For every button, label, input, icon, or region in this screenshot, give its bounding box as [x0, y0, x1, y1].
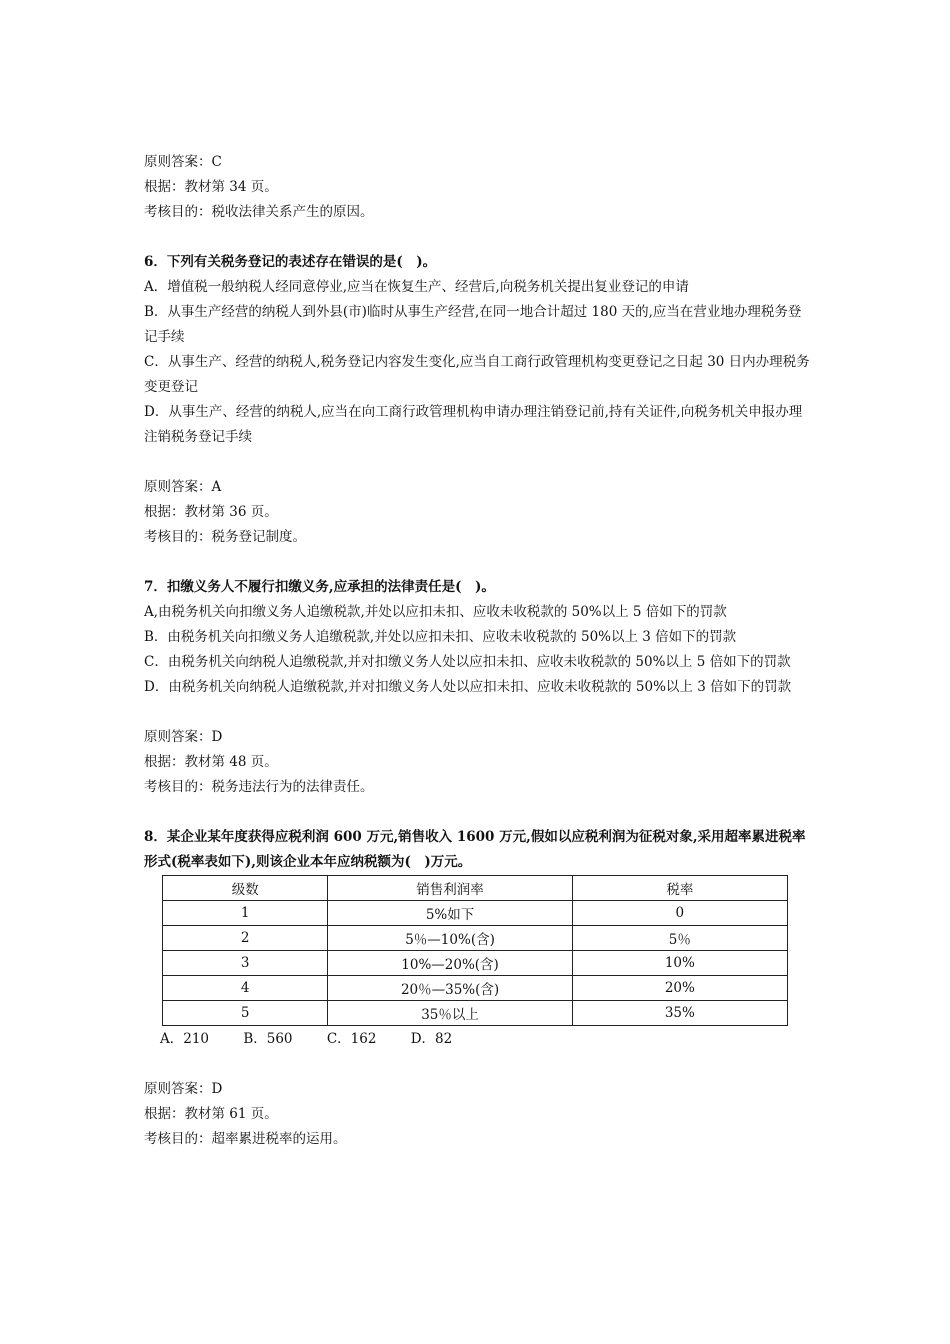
table-row [163, 926, 788, 951]
q7-option-d: D．由税务机关向纳税人追缴税款,并对扣缴义务人处以应扣未扣、应收未收税款的 50%以上 3 倍如下的罚款 [144, 679, 792, 695]
table-cell: 0 [572, 901, 787, 926]
q5-purpose: 考核目的：税收法律关系产生的原因。 [144, 204, 374, 220]
q8-option-b: B．560 [243, 1031, 293, 1047]
tax-rate-table [162, 875, 788, 1026]
q7-option-b: B．由税务机关向扣缴义务人追缴税款,并处以应扣未扣、应收未收税款的 50%以上 3 倍如下的罚款 [144, 629, 737, 645]
document-page [144, 150, 810, 1152]
q7-stem: 7．扣缴义务人不履行扣缴义务,应承担的法律责任是( )。 [144, 579, 495, 595]
q6-purpose: 考核目的：税务登记制度。 [144, 529, 306, 545]
table-cell: 10% [572, 951, 787, 976]
q6-option-d: D．从事生产、经营的纳税人,应当在向工商行政管理机构申请办理注销登记前,持有关证件,向税务机关申报办理注销税务登记手续 [144, 404, 803, 445]
q6-answer: 原则答案：A [144, 479, 222, 495]
q6-option-a: A．增值税一般纳税人经同意停业,应当在恢复生产、经营后,向税务机关提出复业登记的申请 [144, 279, 689, 295]
q6-option-b: B．从事生产经营的纳税人到外县(市)临时从事生产经营,在同一地合计超过 180 天的,应当在营业地办理税务登记手续 [144, 304, 802, 345]
q8-options [160, 1026, 810, 1052]
table-cell: 1 [163, 901, 328, 926]
table-row [163, 1001, 788, 1026]
table-cell: 20% [572, 976, 787, 1001]
q6-stem: 6．下列有关税务登记的表述存在错误的是( )。 [144, 254, 437, 270]
table-cell: 5%如下 [328, 901, 572, 926]
table-cell: 3 [163, 951, 328, 976]
q5-answer: 原则答案：C [144, 154, 222, 170]
table-cell: 10%—20%(含) [328, 951, 572, 976]
q7-option-c: C．由税务机关向纳税人追缴税款,并对扣缴义务人处以应扣未扣、应收未收税款的 50%以上 5 倍如下的罚款 [144, 654, 791, 670]
q6-basis: 根据：教材第 36 页。 [144, 504, 278, 520]
table-header-cell: 级数 [163, 876, 328, 901]
table-cell: 35% [572, 1001, 787, 1026]
q6-option-c: C．从事生产、经营的纳税人,税务登记内容发生变化,应当自工商行政管理机构变更登记之日起 30 日内办理税务变更登记 [144, 354, 810, 395]
q8-option-c: C．162 [326, 1031, 377, 1047]
q7-basis: 根据：教材第 48 页。 [144, 754, 278, 770]
table-cell: 2 [163, 926, 328, 951]
table-header-cell: 销售利润率 [328, 876, 572, 901]
table-row [163, 901, 788, 926]
table-cell: 4 [163, 976, 328, 1001]
q8-stem: 8．某企业某年度获得应税利润 600 万元,销售收入 1600 万元,假如以应税利润为征税对象,采用超率累进税率形式(税率表如下),则该企业本年应纳税额为( )万元。 [144, 829, 806, 870]
table-cell: 5％ [572, 926, 787, 951]
table-cell: 5％—10%(含) [328, 926, 572, 951]
q8-option-a: A．210 [160, 1031, 210, 1047]
table-row [163, 976, 788, 1001]
table-cell: 20％—35%(含) [328, 976, 572, 1001]
q7-answer: 原则答案：D [144, 729, 223, 745]
q8-option-d: D．82 [410, 1031, 453, 1047]
table-header-row [163, 876, 788, 901]
q8-basis: 根据：教材第 61 页。 [144, 1106, 278, 1122]
table-cell: 35％以上 [328, 1001, 572, 1026]
table-row [163, 951, 788, 976]
table-header-cell: 税率 [572, 876, 787, 901]
q7-option-a: A,由税务机关向扣缴义务人追缴税款,并处以应扣未扣、应收未收税款的 50%以上 5 倍如下的罚款 [144, 604, 727, 620]
q5-basis: 根据：教材第 34 页。 [144, 179, 278, 195]
q8-answer: 原则答案：D [144, 1081, 223, 1097]
q7-purpose: 考核目的：税务违法行为的法律责任。 [144, 779, 374, 795]
q8-purpose: 考核目的：超率累进税率的运用。 [144, 1131, 347, 1147]
table-cell: 5 [163, 1001, 328, 1026]
